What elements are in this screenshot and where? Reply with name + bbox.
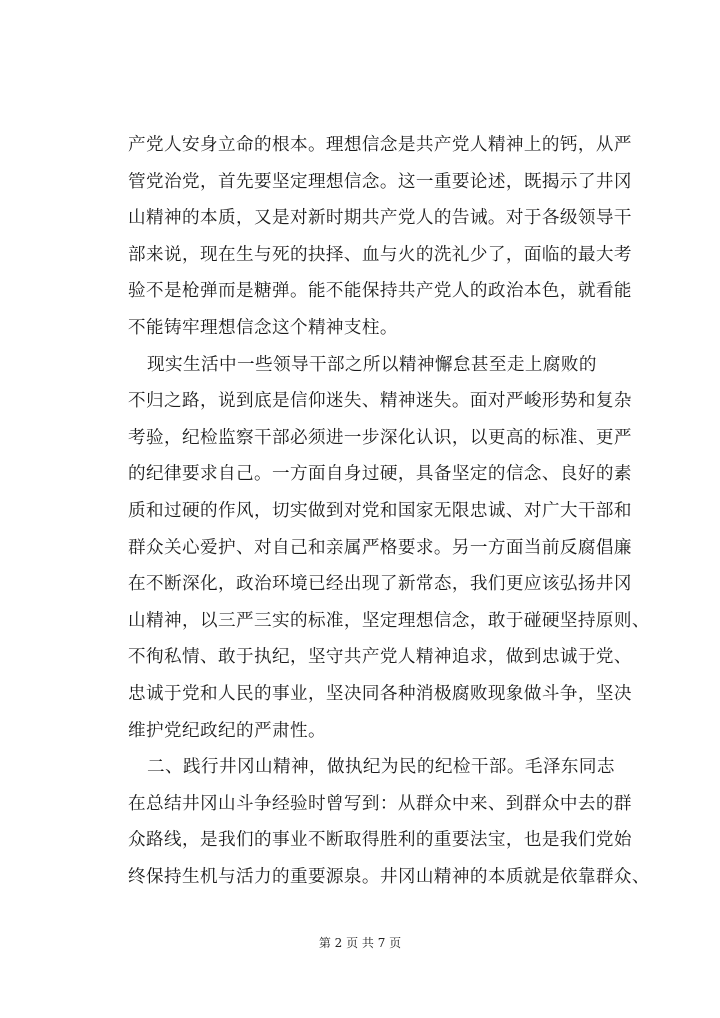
text-line: 部来说，现在生与死的抉择、血与火的洗礼少了，面临的最大考 xyxy=(128,244,632,265)
text-line: 管党治党，首先要坚定理想信念。这一重要论述，既揭示了井冈 xyxy=(128,171,632,192)
text-line: 在总结井冈山斗争经验时曾写到：从群众中来、到群众中去的群 xyxy=(128,793,632,814)
text-line: 的纪律要求自己。一方面自身过硬，具备坚定的信念、良好的素 xyxy=(128,464,632,485)
text-line: 山精神，以三严三实的标准，坚定理想信念，敢于碰硬坚持原则、 xyxy=(128,610,650,631)
text-line: 产党人安身立命的根本。理想信念是共产党人精神上的钙，从严 xyxy=(128,135,632,155)
text-line: 不徇私情、敢于执纪，坚守共产党人精神追求，做到忠诚于党、 xyxy=(128,647,632,668)
body-text xyxy=(128,127,650,895)
text-line: 不能铸牢理想信念这个精神支柱。 xyxy=(128,317,398,338)
text-line: 不归之路，说到底是信仰迷失、精神迷失。面对严峻形势和复杂 xyxy=(128,391,632,412)
page-number: 第 2 页 共 7 页 xyxy=(318,936,402,950)
text-line: 考验，纪检监察干部必须进一步深化认识，以更高的标准、更严 xyxy=(128,427,632,448)
text-line: 山精神的本质，又是对新时期共产党人的告诫。对于各级领导干 xyxy=(128,208,632,229)
section-heading-line: 二、践行井冈山精神，做执纪为民的纪检干部。毛泽东同志 xyxy=(147,757,615,778)
text-line: 终保持生机与活力的重要源泉。井冈山精神的本质就是依靠群众、 xyxy=(128,866,650,887)
text-line: 验不是枪弹而是糖弹。能不能保持共产党人的政治本色，就看能 xyxy=(128,281,632,302)
page-footer xyxy=(0,933,720,953)
text-line: 维护党纪政纪的严肃性。 xyxy=(128,720,326,741)
paragraph-start-line: 现实生活中一些领导干部之所以精神懈怠甚至走上腐败的 xyxy=(147,354,597,375)
text-line: 群众关心爱护、对自己和亲属严格要求。另一方面当前反腐倡廉 xyxy=(128,537,632,558)
text-line: 忠诚于党和人民的事业，坚决同各种消极腐败现象做斗争，坚决 xyxy=(128,683,632,704)
text-line: 在不断深化，政治环境已经出现了新常态，我们更应该弘扬井冈 xyxy=(128,574,632,595)
text-line: 质和过硬的作风，切实做到对党和国家无限忠诚、对广大干部和 xyxy=(128,500,632,521)
text-line: 众路线，是我们的事业不断取得胜利的重要法宝，也是我们党始 xyxy=(128,830,632,851)
